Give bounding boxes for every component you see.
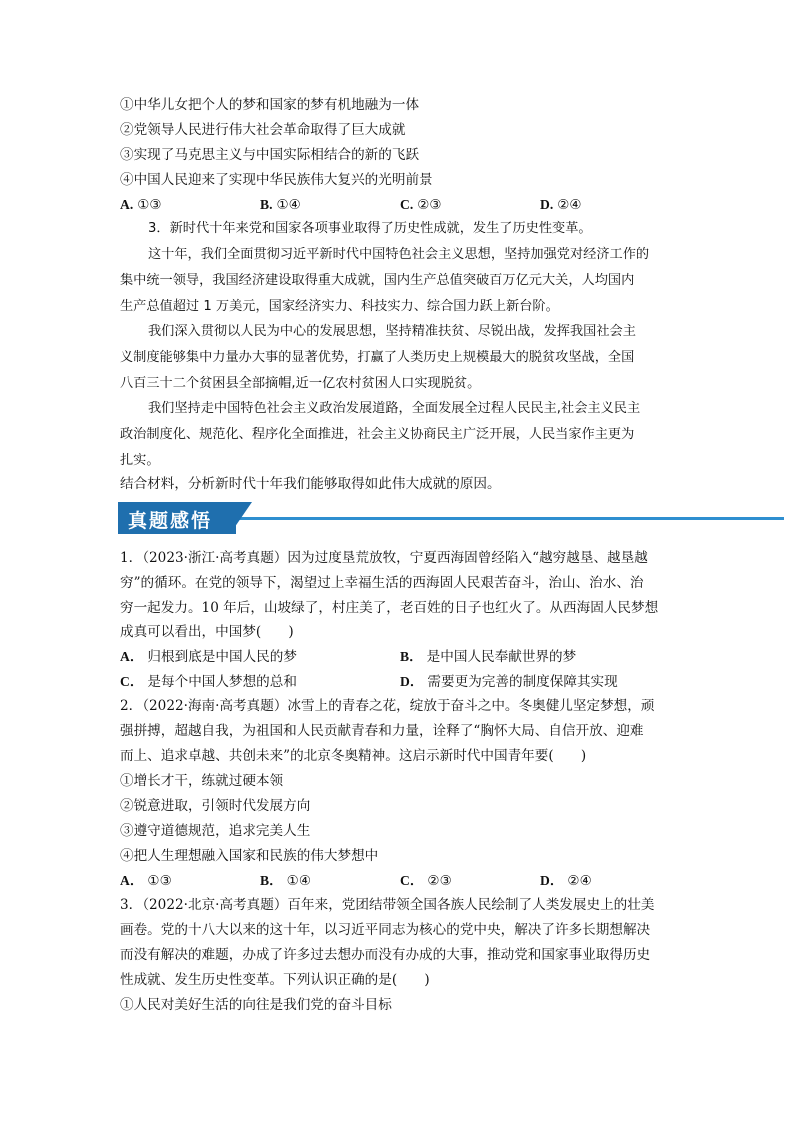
- q3-p3-line2: 政治制度化、规范化、程序化全面推进，社会主义协商民主广泛开展，人民当家作主更为: [120, 427, 635, 442]
- prev-option-d: D. ②④: [540, 197, 582, 213]
- prev-option-a: A. ①③: [120, 197, 162, 213]
- e1-line3: 穷一起发力。10 年后，山坡绿了，村庄美了，老百姓的日子也红火了。从西海固人民梦想: [120, 600, 659, 616]
- q3-p2-line3: 八百三十二个贫困县全部摘帽,近一亿农村贫困人口实现脱贫。: [120, 376, 481, 391]
- e2-item-4: ④把人生理想融入国家和民族的伟大梦想中: [120, 848, 379, 864]
- e1-option-a: A． 归根到底是中国人民的梦: [120, 649, 297, 665]
- prev-item-3: ③实现了马克思主义与中国实际相结合的新的飞跃: [120, 147, 420, 163]
- q3-p1-line3: 生产总值超过 1 万美元，国家经济实力、科技实力、综合国力跃上新台阶。: [120, 299, 559, 314]
- e3-item-1: ①人民对美好生活的向往是我们党的奋斗目标: [120, 997, 392, 1013]
- e1-line1: 1．（2023·浙江·高考真题）因为过度垦荒放牧，宁夏西海固曾经陷入“越穷越垦、越垦越: [120, 550, 648, 566]
- e1-option-c: C． 是每个中国人梦想的总和: [120, 674, 297, 690]
- e1-option-b: B． 是中国人民奉献世界的梦: [400, 649, 577, 665]
- q3-p1-line1: 这十年，我们全面贯彻习近平新时代中国特色社会主义思想，坚持加强党对经济工作的: [148, 247, 650, 262]
- e1-option-d: D． 需要更为完善的制度保障其实现: [400, 674, 618, 690]
- prev-option-c: C. ②③: [400, 197, 442, 213]
- prev-item-4: ④中国人民迎来了实现中华民族伟大复兴的光明前景: [120, 172, 433, 188]
- prev-option-b: B. ①④: [260, 197, 301, 213]
- q3-p3-line1: 我们坚持走中国特色社会主义政治发展道路，全面发展全过程人民民主,社会主义民主: [148, 401, 641, 416]
- e2-option-d: D． ②④: [540, 873, 592, 889]
- q3-title: 3．新时代十年来党和国家各项事业取得了历史性成就，发生了历史性变革。: [148, 221, 592, 236]
- e2-line3: 而上、追求卓越、共创未来”的北京冬奥精神。这启示新时代中国青年要( ): [120, 748, 587, 764]
- e2-item-3: ③遵守道德规范，追求完美人生: [120, 823, 311, 839]
- q3-p2-line1: 我们深入贯彻以人民为中心的发展思想，坚持精准扶贫、尽锐出战，发挥我国社会主: [148, 324, 636, 339]
- e3-line3: 而没有解决的难题，办成了许多过去想办而没有办成的大事，推动党和国家事业取得历史: [120, 947, 651, 963]
- q3-p2-line2: 义制度能够集中力量办大事的显著优势，打赢了人类历史上规模最大的脱贫攻坚战，全国: [120, 350, 635, 365]
- prev-item-2: ②党领导人民进行伟大社会革命取得了巨大成就: [120, 122, 406, 138]
- prev-item-1: ①中华儿女把个人的梦和国家的梦有机地融为一体: [120, 97, 420, 113]
- e2-line1: 2．（2022·海南·高考真题）冰雪上的青春之花，绽放于奋斗之中。冬奥健儿坚定梦想，顽: [120, 698, 655, 714]
- e2-option-a: A． ①③: [120, 873, 172, 889]
- section-banner: [118, 502, 784, 536]
- e1-line4: 成真可以看出，中国梦( ): [120, 624, 294, 640]
- e3-line1: 3．（2022·北京·高考真题）百年来，党团结带领全国各族人民绘制了人类发展史上的壮美: [120, 897, 655, 913]
- e3-line2: 画卷。党的十八大以来的这十年，以习近平同志为核心的党中央，解决了许多长期想解决: [120, 922, 651, 938]
- q3-p1-line2: 集中统一领导，我国经济建设取得重大成就，国内生产总值突破百万亿元大关，人均国内: [120, 273, 635, 288]
- e2-option-b: B． ①④: [260, 873, 312, 889]
- e3-line4: 性成就、发生历史性变革。下列认识正确的是( ): [120, 972, 430, 988]
- q3-question: 结合材料，分析新时代十年我们能够取得如此伟大成就的原因。: [120, 476, 501, 492]
- e2-option-c: C． ②③: [400, 873, 452, 889]
- q3-p3-line3: 扎实。: [120, 453, 160, 468]
- e2-item-1: ①增长才干，练就过硬本领: [120, 773, 284, 789]
- e2-item-2: ②锐意进取，引领时代发展方向: [120, 798, 311, 814]
- e1-line2: 穷”的循环。在党的领导下，渴望过上幸福生活的西海固人民艰苦奋斗，治山、治水、治: [120, 575, 644, 591]
- section-title: 真题感悟: [128, 510, 213, 532]
- e2-line2: 强拼搏，超越自我，为祖国和人民贡献青春和力量，诠释了“胸怀大局、自信开放、迎难: [120, 723, 644, 739]
- banner-tag-edge: [230, 502, 252, 534]
